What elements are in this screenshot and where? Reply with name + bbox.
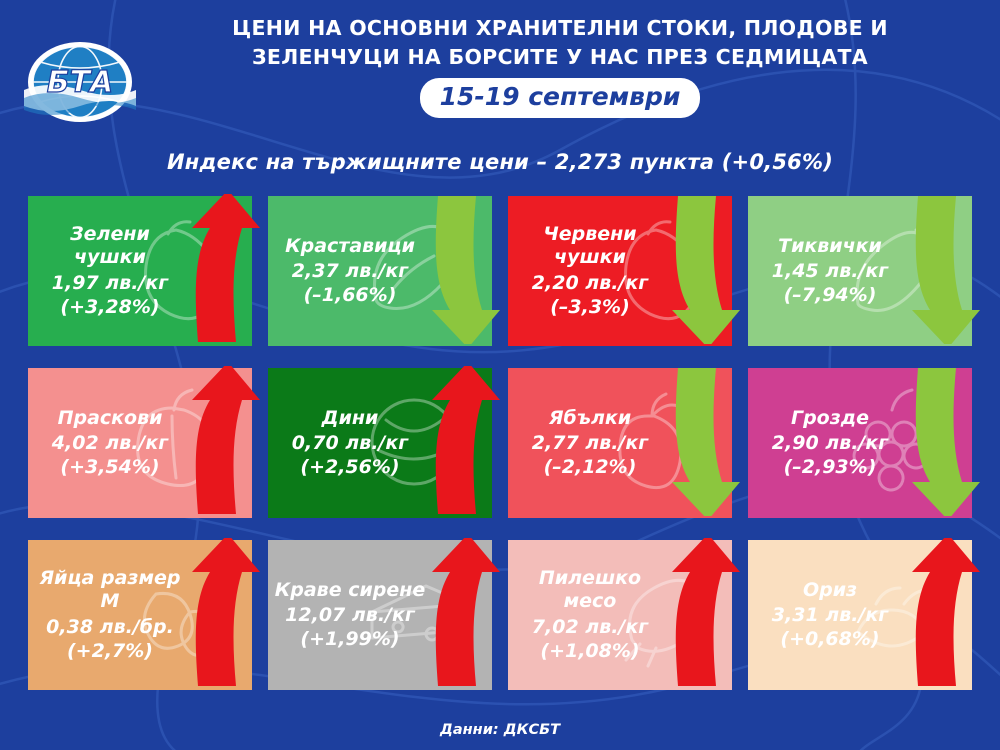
product-change: (–7,94%) xyxy=(783,284,877,307)
product-price: 1,45 лв./кг xyxy=(771,259,889,282)
arrow-up-icon xyxy=(188,366,262,520)
product-name: Ябълки xyxy=(548,406,632,429)
product-name: Зелени чушки xyxy=(70,223,150,269)
product-price: 12,07 лв./кг xyxy=(285,603,415,626)
product-price: 3,31 лв./кг xyxy=(771,603,889,626)
product-name: Пилешко месо xyxy=(538,567,642,613)
product-card xyxy=(28,368,252,518)
product-change: (+1,08%) xyxy=(540,639,640,662)
product-card xyxy=(748,368,972,518)
product-name: Дини xyxy=(321,406,379,429)
card-text xyxy=(508,567,668,663)
product-card xyxy=(28,540,252,690)
product-change: (–3,3%) xyxy=(550,295,630,318)
title-block xyxy=(140,14,980,118)
arrow-down-icon xyxy=(908,194,982,348)
arrow-down-icon xyxy=(668,366,742,520)
data-source: Данни: ДКСБТ xyxy=(439,722,561,738)
product-card xyxy=(508,196,732,346)
bta-logo xyxy=(18,40,142,124)
product-price: 2,90 лв./кг xyxy=(771,431,889,454)
card-text xyxy=(28,567,188,663)
arrow-up-icon xyxy=(188,194,262,348)
product-price: 7,02 лв./кг xyxy=(531,615,649,638)
product-price: 0,70 лв./кг xyxy=(291,431,409,454)
product-price: 2,77 лв./кг xyxy=(531,431,649,454)
card-text xyxy=(28,407,188,480)
arrow-up-icon xyxy=(428,366,502,520)
product-change: (+2,56%) xyxy=(300,456,400,479)
product-card xyxy=(268,540,492,690)
title-line-1: ЦЕНИ НА ОСНОВНИ ХРАНИТЕЛНИ СТОКИ, ПЛОДОВЕ И xyxy=(232,16,888,40)
arrow-up-icon xyxy=(668,538,742,692)
card-text xyxy=(508,223,668,319)
product-card xyxy=(748,196,972,346)
product-card xyxy=(268,196,492,346)
product-name: Краставици xyxy=(285,234,415,257)
product-price: 1,97 лв./кг xyxy=(51,271,169,294)
arrow-up-icon xyxy=(188,538,262,692)
product-change: (–2,93%) xyxy=(783,456,877,479)
price-index-label: Индекс на тържищните цени – 2,273 пункта (+0,56%) xyxy=(167,150,833,174)
product-name: Ориз xyxy=(802,578,858,601)
product-name: Червени чушки xyxy=(543,223,637,269)
header xyxy=(0,0,1000,136)
product-card xyxy=(508,368,732,518)
date-badge: 15-19 септември xyxy=(420,78,701,118)
card-text xyxy=(508,407,668,480)
product-change: (+1,99%) xyxy=(300,628,400,651)
arrow-down-icon xyxy=(668,194,742,348)
product-price: 2,20 лв./кг xyxy=(531,271,649,294)
product-change: (+2,7%) xyxy=(67,639,153,662)
card-text xyxy=(748,235,908,308)
product-change: (–2,12%) xyxy=(543,456,637,479)
product-change: (–1,66%) xyxy=(303,284,397,307)
product-price: 0,38 лв./бр. xyxy=(46,615,174,638)
product-card xyxy=(748,540,972,690)
title-line-2: ЗЕЛЕНЧУЦИ НА БОРСИТЕ У НАС ПРЕЗ СЕДМИЦАТА xyxy=(252,45,868,69)
arrow-up-icon xyxy=(428,538,502,692)
card-text xyxy=(748,579,908,652)
card-text xyxy=(28,223,188,319)
product-price: 2,37 лв./кг xyxy=(291,259,409,282)
product-change: (+3,28%) xyxy=(60,295,160,318)
product-card xyxy=(28,196,252,346)
product-name: Грозде xyxy=(790,406,870,429)
card-text xyxy=(268,407,428,480)
product-name: Тиквички xyxy=(778,234,882,257)
product-name: Краве сирене xyxy=(274,578,426,601)
product-change: (+3,54%) xyxy=(60,456,160,479)
product-card xyxy=(508,540,732,690)
product-grid xyxy=(28,196,972,690)
product-name: Праскови xyxy=(57,406,163,429)
product-name: Яйца размер М xyxy=(39,567,181,613)
product-change: (+0,68%) xyxy=(780,628,880,651)
product-price: 4,02 лв./кг xyxy=(51,431,169,454)
card-text xyxy=(268,235,428,308)
footer xyxy=(0,719,1000,738)
card-text xyxy=(748,407,908,480)
arrow-down-icon xyxy=(428,194,502,348)
arrow-down-icon xyxy=(908,366,982,520)
bta-logo-text: БТА xyxy=(46,65,114,100)
arrow-up-icon xyxy=(908,538,982,692)
card-text xyxy=(268,579,428,652)
product-card xyxy=(268,368,492,518)
